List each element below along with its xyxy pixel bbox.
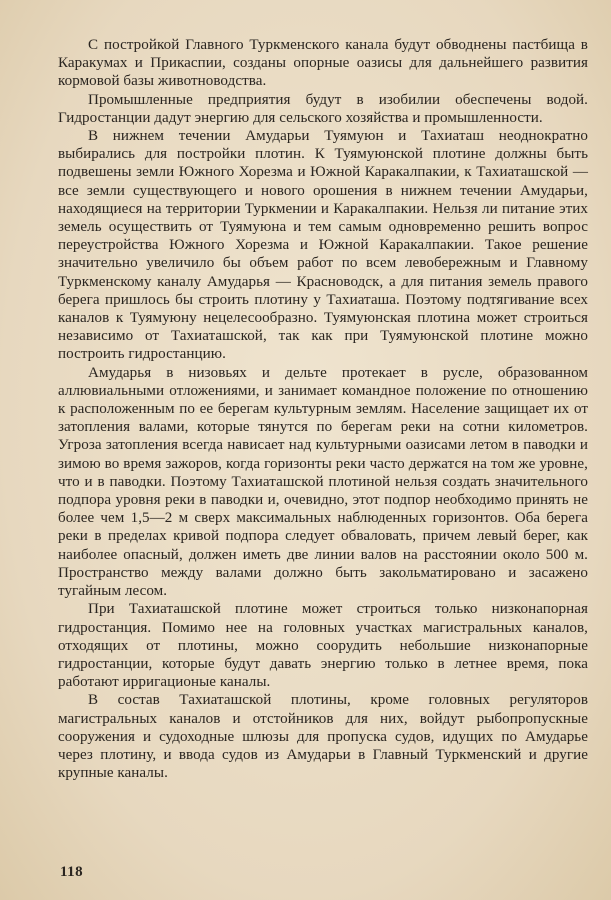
paragraph-2: Промышленные предприятия будут в изобилии обеспечены водой. Гидростанции дадут энергию для сельского хозяйства и промышленности.: [58, 91, 588, 126]
paragraph-4: Амударья в низовьях и дельте протекает в русле, образованном аллювиальными отложениями, и занимает командное положение по отношению к расположенным по ее берегам культурным землям. Население защищает их от затопления валами, которые тянутся по берегам реки на сотни километров. Угроза затопления всегда нависает над культурными оазисами летом в паводки и зимою во время зажоров, когда горизонты реки часто держатся на том же уровне, что и в паводки. Поэтому Тахиаташской плотиной нельзя создать значительного подпора уровня реки в паводки и, очевидно, этот подпор необходимо принять не более чем 1,5—2 м сверх максимальных наблюденных горизонтов. Оба берега реки в пределах кривой подпора следует обваловать, причем левый берег, как наиболее опасный, должен иметь две линии валов на расстоянии около 500 м. Пространство между валами должно быть закольматировано и засажено тугайным лесом.: [58, 364, 588, 600]
page-number: 118: [60, 864, 84, 880]
paragraph-1: С постройкой Главного Туркменского канала будут обводнены пастбища в Каракумах и Прикаспии, созданы опорные оазисы для дальнейшего развития кормовой базы животноводства.: [58, 37, 588, 90]
paragraph-3: В нижнем течении Амударьи Туямуюн и Тахиаташ неоднократно выбирались для постройки плотин. К Туямуюнской плотине должны быть подвешены земли Южного Хорезма и Южной Каракалпакии, к Тахиаташской — все земли существующего и нового орошения в нижнем течении Амударьи, находящиеся на территории Туркмении и Каракалпакии. Нельзя ли питание этих земель осуществить от Туямуюна и тем самым одновременно решить вопрос переустройства Южного Хорезма и Южной Каракалпакии. Такое решение значительно увеличило бы объем работ по всем левобережным и Главному Туркменскому каналу Амударья — Красноводск, а для питания земель правого берега пришлось бы строить плотину у Тахиаташа. Поэтому подтягивание всех каналов к Туямуюну нецелесообразно. Туямуюнская плотина может строиться независимо от Тахиаташской, так как при Туямуюнской плотине можно построить гидростанцию.: [58, 128, 588, 363]
paragraph-6: В состав Тахиаташской плотины, кроме головных регуляторов магистральных каналов и отстойников для них, войдут рыбопропускные сооружения и судоходные шлюзы для пропуска судов, идущих по Амударье через плотину, и ввода судов из Амударьи в Главный Туркменский и другие крупные каналы.: [58, 692, 588, 782]
body-text: [58, 36, 588, 782]
paragraph-5: При Тахиаташской плотине может строиться только низконапорная гидростанция. Помимо нее на головных участках магистральных каналов, отходящих от плотины, можно соорудить небольшие низконапорные гидростанции, которые будут давать энергию только в летнее время, пока работают ирригационые каналы.: [58, 601, 588, 691]
